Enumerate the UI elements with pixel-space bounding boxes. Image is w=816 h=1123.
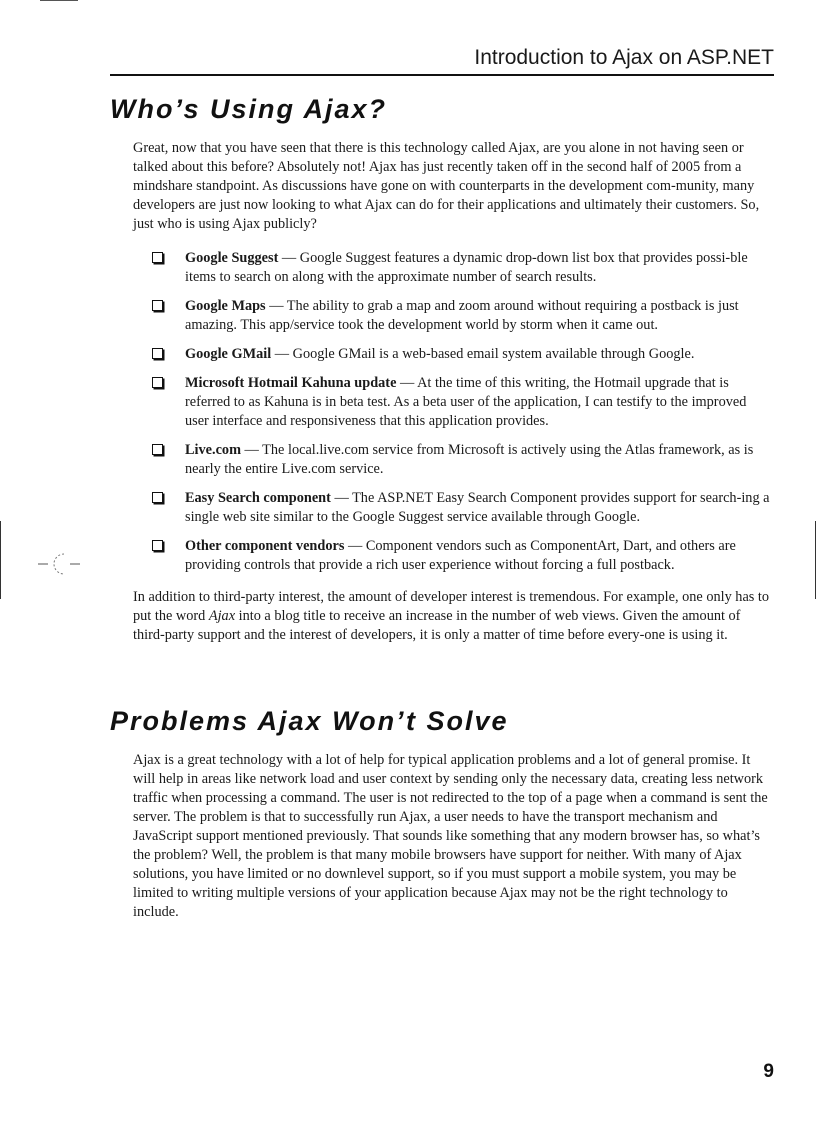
bullet-text: — Google GMail is a web-based email system available through Google.: [271, 346, 695, 362]
list-item: [152, 537, 772, 575]
header-rule: [110, 74, 774, 76]
bullet-term: Microsoft Hotmail Kahuna update: [185, 375, 397, 391]
checkbox-bullet-icon: [152, 540, 163, 551]
bullet-term: Google Maps: [185, 298, 266, 314]
emphasized-word: Ajax: [208, 608, 236, 624]
developer-interest-paragraph: [133, 588, 773, 645]
registration-mark-icon: [38, 550, 82, 576]
list-item: [152, 297, 772, 335]
list-item: [152, 249, 772, 287]
bullet-text: — At the time of this writing, the Hotmail upgrade that is referred to as Kahuna is in beta test. As a beta user of the application, I can testify to the improved user interface and responsiveness that this application provides.: [185, 375, 747, 429]
bullet-term: Google Suggest: [185, 250, 279, 266]
checkbox-bullet-icon: [152, 377, 163, 388]
bullet-list: [152, 249, 772, 585]
crop-mark-top: [40, 0, 78, 1]
list-item: [152, 441, 772, 479]
bullet-term: Live.com: [185, 442, 241, 458]
page-number: 9: [763, 1061, 774, 1082]
bullet-text: — The ability to grab a map and zoom around without requiring a postback is just amazing. This app/service took the development world by storm when it came out.: [185, 298, 739, 333]
paragraph-text: In addition to third-party interest, the amount of developer interest is tremendous. For example, one only has to put the word: [133, 589, 770, 624]
bullet-text: — The local.live.com service from Microsoft is actively using the Atlas framework, as is nearly the entire Live.com service.: [185, 442, 754, 477]
margin-rule-left: [0, 521, 1, 599]
bullet-text: — Google Suggest features a dynamic drop-down list box that provides possi-ble items to search on along with the approximate number of search results.: [185, 250, 748, 285]
problems-paragraph: Ajax is a great technology with a lot of help for typical application problems and a lot of general promise. It will help in areas like network load and user context by sending only the necessary data, creating less network traffic when processing a command. The user is not redirected to the top of a page when a command is sent the server. The problem is that to successfully run Ajax, a user needs to have the transport mechanism and JavaScript support mentioned previously. That sounds like something that any modern browser has, so what’s the problem? Well, the problem is that many mobile browsers have support for neither. With many of Ajax solutions, you have limited or no downlevel support, so if you must support a mobile system, you may be limited to writing multiple versions of your application because Ajax may not be the right technology to include.: [133, 752, 768, 920]
checkbox-bullet-icon: [152, 300, 163, 311]
bullet-term: Easy Search component: [185, 490, 331, 506]
list-item: [152, 345, 772, 364]
list-item: [152, 374, 772, 431]
bullet-term: Other component vendors: [185, 538, 345, 554]
section-title-whos-using-ajax: Who’s Using Ajax?: [110, 94, 388, 124]
paragraph-text: into a blog title to receive an increase in the number of web views. Given the amount of third-party support and the interest of developers, it is only a matter of time before every-one is using it.: [133, 608, 741, 643]
checkbox-bullet-icon: [152, 252, 163, 263]
bullet-text: — The ASP.NET Easy Search Component provides support for search-ing a single web site similar to the Google Suggest service available through Google.: [185, 490, 770, 525]
checkbox-bullet-icon: [152, 444, 163, 455]
bullet-text: — Component vendors such as ComponentArt, Dart, and others are providing controls that provide a rich user experience without forcing a full postback.: [185, 538, 736, 573]
list-item: [152, 489, 772, 527]
intro-paragraph: Great, now that you have seen that there is this technology called Ajax, are you alone in not having seen or talked about this before? Absolutely not! Ajax has just recently taken off in the second half of 2005 from a mindshare standpoint. As discussions have gone on with counterparts in the development com-munity, many developers are just now looking to what Ajax can do for their applications and ultimately their customers. So, just who is using Ajax publicly?: [133, 140, 760, 232]
section-title-problems: Problems Ajax Won’t Solve: [110, 706, 509, 736]
checkbox-bullet-icon: [152, 492, 163, 503]
running-head: Introduction to Ajax on ASP.NET: [474, 46, 774, 69]
bullet-term: Google GMail: [185, 346, 272, 362]
checkbox-bullet-icon: [152, 348, 163, 359]
